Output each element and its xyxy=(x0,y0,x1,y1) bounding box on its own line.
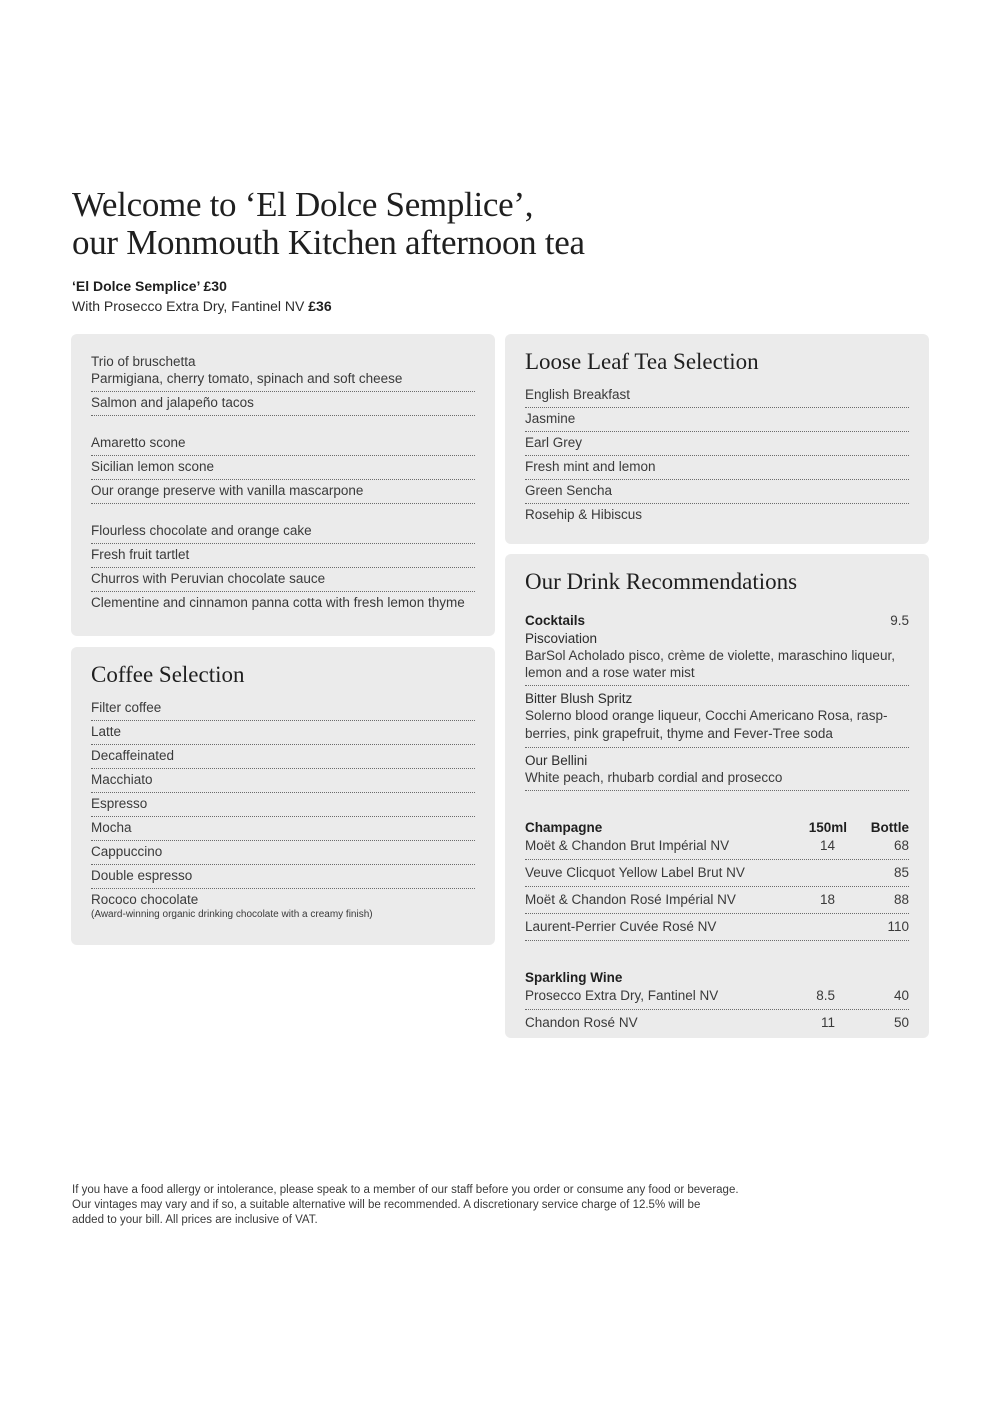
wine-name: Prosecco Extra Dry, Fantinel NV xyxy=(525,988,719,1003)
table-row xyxy=(525,914,909,941)
list-item: Green Sencha xyxy=(525,480,909,504)
list-item xyxy=(91,889,475,926)
list-item: Latte xyxy=(91,721,475,745)
cocktail-desc: BarSol Acholado pisco, crème de violette, maraschino liqueur, lemon and a rose water mist xyxy=(525,648,895,680)
title-line-2: our Monmouth Kitchen afternoon tea xyxy=(72,223,585,262)
list-item: English Breakfast xyxy=(525,384,909,408)
list-item: Mocha xyxy=(91,817,475,841)
title-line-1: Welcome to ‘El Dolce Semplice’, xyxy=(72,185,534,224)
list-item: Amaretto scone xyxy=(91,432,475,456)
wine-name: Moët & Chandon Brut Impérial NV xyxy=(525,838,730,853)
cocktail-desc: Solerno blood orange liqueur, Cocchi Americano Rosa, rasp-berries, pink grapefruit, thyme and Fever-Tree soda xyxy=(525,708,888,741)
list-item: Jasmine xyxy=(525,408,909,432)
list-item xyxy=(91,351,475,392)
cocktail-item xyxy=(525,629,909,686)
table-row xyxy=(525,1010,909,1036)
cocktails-header xyxy=(525,608,909,629)
prosecco-price: £36 xyxy=(308,298,332,314)
coffee-title: Coffee Selection xyxy=(91,662,245,687)
champagne-header xyxy=(525,819,909,836)
item-sub: Parmigiana, cherry tomato, spinach and soft cheese xyxy=(91,371,403,386)
bottle-price: 110 xyxy=(887,919,909,934)
sparkling-header xyxy=(525,969,909,986)
glass-price: 11 xyxy=(820,1015,835,1030)
glass-price: 8.5 xyxy=(816,988,835,1003)
list-item: Fresh fruit tartlet xyxy=(91,544,475,568)
wine-name: Chandon Rosé NV xyxy=(525,1015,638,1030)
prosecco-price-line xyxy=(72,296,332,316)
list-item: Filter coffee xyxy=(91,697,475,721)
item-name: Rococo chocolate xyxy=(91,892,199,907)
glass-price: 18 xyxy=(819,892,835,907)
list-item: Rosehip & Hibiscus xyxy=(525,507,643,522)
col-bottle: Bottle xyxy=(870,820,909,835)
list-item: Flourless chocolate and orange cake xyxy=(91,520,475,544)
champagne-label: Champagne xyxy=(525,820,603,835)
tea-price: ‘El Dolce Semplice’ £30 xyxy=(72,278,227,294)
table-row xyxy=(525,887,909,914)
item-note: (Award-winning organic drinking chocolate with a creamy finish) xyxy=(91,909,373,920)
item-name: Trio of bruschetta xyxy=(91,354,196,369)
wine-name: Veuve Clicquot Yellow Label Brut NV xyxy=(525,865,745,880)
list-item: Clementine and cinnamon panna cotta with fresh lemon thyme xyxy=(91,595,465,610)
footer-line-2: Our vintages may vary and if so, a suitable alternative will be recommended. A discretionary service charge of 12.5% will be xyxy=(72,1199,701,1211)
food-panel xyxy=(71,334,495,636)
table-row xyxy=(525,860,909,887)
coffee-panel xyxy=(71,647,495,945)
list-item: Macchiato xyxy=(91,769,475,793)
bottle-price: 85 xyxy=(893,865,909,880)
cocktail-item xyxy=(525,686,909,748)
price-info xyxy=(72,276,332,316)
page-title xyxy=(72,186,585,262)
list-item: Double espresso xyxy=(91,865,475,889)
glass-price xyxy=(787,918,847,935)
tea-title: Loose Leaf Tea Selection xyxy=(525,349,759,374)
list-item: Fresh mint and lemon xyxy=(525,456,909,480)
list-item: Espresso xyxy=(91,793,475,817)
bottle-price: 88 xyxy=(893,892,909,907)
allergy-notice xyxy=(72,1183,802,1228)
table-row xyxy=(525,986,909,1010)
list-item: Cappuccino xyxy=(91,841,475,865)
glass-price xyxy=(787,864,847,881)
cocktail-name: Piscoviation xyxy=(525,631,598,646)
table-row xyxy=(525,836,909,860)
bottle-price: 40 xyxy=(893,988,909,1003)
tea-panel xyxy=(505,334,929,544)
list-item: Salmon and jalapeño tacos xyxy=(91,392,475,416)
drinks-title: Our Drink Recommendations xyxy=(525,569,798,594)
footer-line-1: If you have a food allergy or intolerance, please speak to a member of our staff before you order or consume any food or beverage. xyxy=(72,1184,739,1196)
list-item: Sicilian lemon scone xyxy=(91,456,475,480)
cocktail-name: Our Bellini xyxy=(525,753,588,768)
list-item: Earl Grey xyxy=(525,432,909,456)
sparkling-label: Sparkling Wine xyxy=(525,970,623,985)
col-150ml: 150ml xyxy=(808,820,847,835)
list-item: Churros with Peruvian chocolate sauce xyxy=(91,568,475,592)
wine-name: Laurent-Perrier Cuvée Rosé NV xyxy=(525,919,717,934)
bottle-price: 68 xyxy=(893,838,909,853)
footer-line-3: added to your bill. All prices are inclusive of VAT. xyxy=(72,1214,318,1226)
wine-name: Moët & Chandon Rosé Impérial NV xyxy=(525,892,736,907)
cocktail-desc: White peach, rhubarb cordial and prosecco xyxy=(525,770,783,785)
cocktail-name: Bitter Blush Spritz xyxy=(525,691,633,706)
bottle-price: 50 xyxy=(893,1015,909,1030)
list-item: Decaffeinated xyxy=(91,745,475,769)
list-item: Our orange preserve with vanilla mascarpone xyxy=(91,480,475,504)
cocktail-item xyxy=(525,748,909,791)
prosecco-text: With Prosecco Extra Dry, Fantinel NV xyxy=(72,298,305,314)
cocktails-label: Cocktails xyxy=(525,613,586,628)
cocktails-price: 9.5 xyxy=(890,613,909,628)
drinks-panel xyxy=(505,554,929,1038)
glass-price: 14 xyxy=(819,838,835,853)
